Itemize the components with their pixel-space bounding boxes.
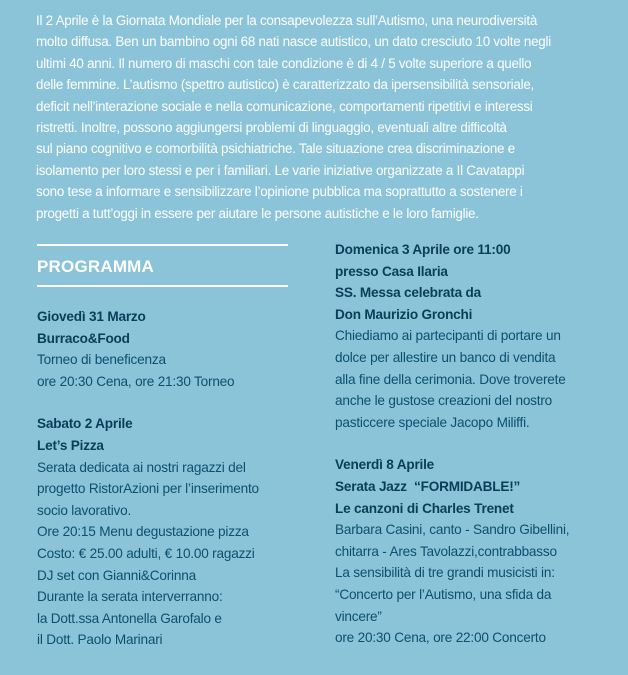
event-text: Chiediamo ai partecipanti di portare un [335, 328, 561, 344]
event-text: Serata dedicata ai nostri ragazzi del [37, 459, 246, 475]
event-messa [335, 239, 591, 433]
programma-title: PROGRAMMA [37, 257, 155, 276]
event-celebrant: Don Maurizio Gronchi [335, 306, 473, 322]
event-date: Domenica 3 Aprile ore 11:00 [335, 242, 511, 257]
intro-line: delle femmine. L’autismo (spettro autistico) è caratterizzato da ipersensibilità sensoriale, [36, 77, 534, 93]
event-pizza [37, 413, 287, 651]
event-text: la Dott.ssa Antonella Garofalo e [37, 610, 222, 626]
event-text: socio lavorativo. [37, 502, 132, 518]
event-date: Venerdì 8 Aprile [335, 457, 435, 473]
event-text: DJ set con Gianni&Corinna [37, 567, 196, 583]
event-text: ore 20:30 Cena, ore 22:00 Concerto [335, 630, 546, 646]
event-date: Sabato 2 Aprile [37, 416, 133, 432]
event-title: SS. Messa celebrata da [335, 285, 481, 301]
event-subtitle: Le canzoni di Charles Trenet [335, 500, 514, 516]
event-text: ore 20:30 Cena, ore 21:30 Torneo [37, 373, 235, 389]
event-text: pasticcere speciale Jacopo Miliffi. [335, 414, 530, 430]
event-place: presso Casa Ilaria [335, 263, 448, 279]
event-burraco [37, 306, 287, 392]
intro-line: deficit nell’interazione sociale e nella comunicazione, comportamenti ripetitivi e interessi [36, 98, 533, 114]
event-date: Giovedì 31 Marzo [37, 309, 146, 324]
program-column-left [37, 306, 287, 672]
event-text: anche le gustose creazioni del nostro [335, 393, 553, 409]
event-text: Ore 20:15 Menu degustazione pizza [37, 524, 249, 540]
intro-line: Il 2 Aprile è la Giornata Mondiale per la consapevolezza sull’Autismo, una neurodiversità [36, 13, 538, 28]
event-title: Burraco&Food [37, 330, 130, 346]
event-title: Let’s Pizza [37, 437, 104, 453]
program-column-right [335, 239, 591, 670]
event-text: Costo: € 25.00 adulti, € 10.00 ragazzi [37, 545, 255, 561]
event-text: alla fine della cerimonia. Dove troverete [335, 371, 566, 387]
event-text: “Concerto per l’Autismo, una sfida da [335, 586, 552, 602]
intro-line: ultimi 40 anni. Il numero di maschi con tale condizione è di 4 / 5 volte superiore a quello [36, 55, 532, 71]
event-text: vincere” [335, 608, 382, 624]
intro-line: molto diffusa. Ben un bambino ogni 68 nati nasce autistico, un dato cresciuto 10 volte negli [36, 34, 551, 50]
event-text: progetto RistorAzioni per l’inserimento [37, 481, 259, 497]
intro-line: sono tese a informare e sensibilizzare l’opinione pubblica ma soprattutto a sostenere i [36, 184, 523, 200]
intro-line: progetti a tutt’oggi in essere per aiutare le persone autistiche e le loro famiglie. [36, 205, 479, 221]
event-text: Durante la serata interverranno: [37, 589, 223, 605]
divider-top [37, 244, 288, 246]
intro-line: isolamento per loro stessi e per i familiari. Le varie iniziative organizzate a Il Cavatappi [36, 162, 525, 178]
event-text: dolce per allestire un banco di vendita [335, 349, 556, 365]
event-text: Torneo di beneficenza [37, 352, 166, 368]
intro-line: ristretti. Inoltre, possono aggiungersi problemi di linguaggio, eventuali altre difficoltà [36, 120, 507, 136]
event-jazz [335, 454, 591, 648]
event-text: Barbara Casini, canto - Sandro Gibellini, [335, 522, 570, 538]
event-text: chitarra - Ares Tavolazzi,contrabbasso [335, 543, 557, 559]
event-title: Serata Jazz “FORMIDABLE!” [335, 478, 521, 494]
event-text: il Dott. Paolo Marinari [37, 632, 163, 648]
divider-bottom [37, 285, 288, 287]
intro-line: sul piano cognitivo e comorbilità psichiatriche. Tale situazione crea discriminazione e [36, 141, 515, 157]
event-text: La sensibilità di tre grandi musicisti in: [335, 565, 555, 581]
intro-paragraph [36, 10, 592, 224]
